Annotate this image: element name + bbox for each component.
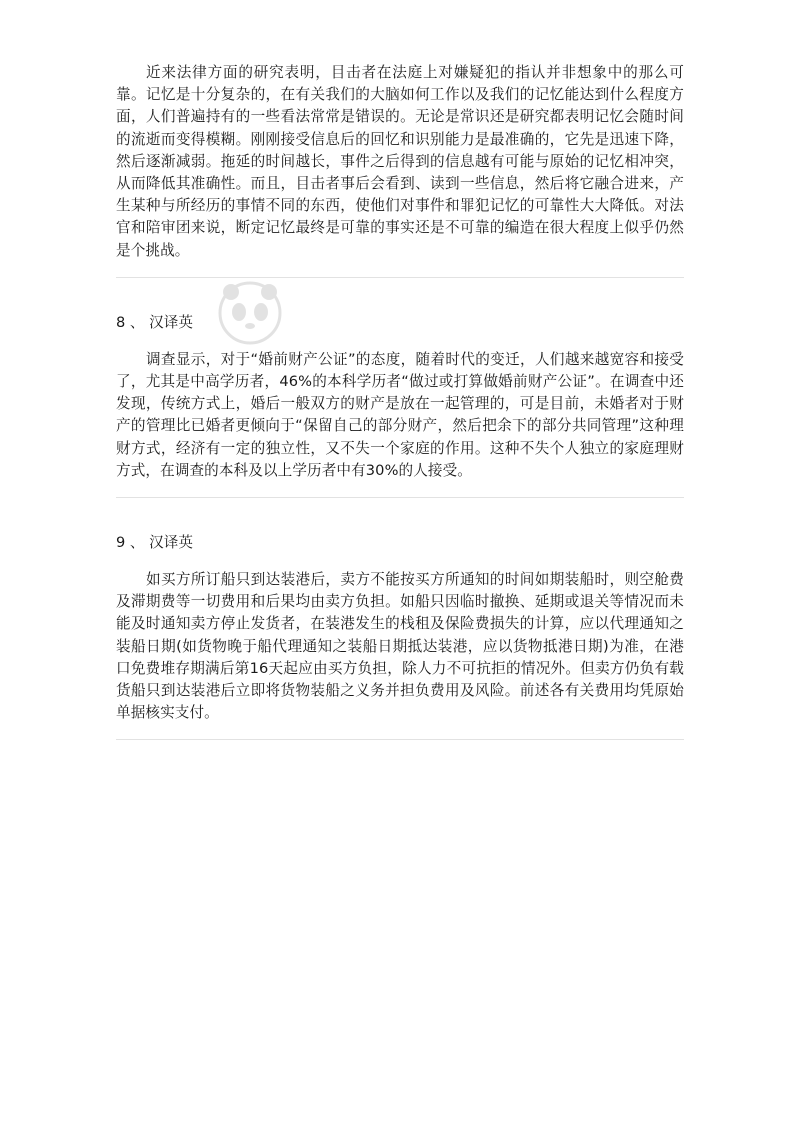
divider (116, 277, 684, 278)
document-body (116, 56, 684, 740)
section-9-paragraph: 如买方所订船只到达装港后，卖方不能按买方所通知的时间如期装船时，则空舱费及滞期费等一切费用和后果均由卖方负担。如船只因临时撤换、延期或退关等情况而未能及时通知卖方停止发货者，在装港发生的栈租及保险费损失的计算，应以代理通知之装船日期(如货物晚于船代理通知之装船日期抵达装港，应以货物抵港日期)为准，在港口免费堆存期满后第16天起应由买方负担，除人力不可抗拒的情况外。但卖方仍负有载货船只到达装港后立即将货物装船之义务并担负费用及风险。前述各有关费用均凭原始单据核实支付。 (116, 571, 684, 722)
section-9-heading: 9 、 汉译英 (116, 534, 193, 552)
section-9 (116, 532, 684, 724)
section-memory-passage (116, 56, 684, 262)
divider (116, 497, 684, 498)
section-8 (116, 312, 684, 482)
section-8-paragraph: 调查显示，对于“婚前财产公证”的态度，随着时代的变迁，人们越来越宽容和接受了，尤其是中高学历者，46%的本科学历者“做过或打算做婚前财产公证”。在调查中还发现，传统方式上，婚后一般双方的财产是放在一起管理的，可是目前，未婚者对于财产的管理比已婚者更倾向于“保留自己的部分财产，然后把余下的部分共同管理”这种理财方式，经济有一定的独立性，又不失一个家庭的作用。这种不失个人独立的家庭理财方式，在调查的本科及以上学历者中有30%的人接受。 (116, 350, 684, 479)
divider (116, 739, 684, 740)
section-8-heading: 8 、 汉译英 (116, 313, 193, 331)
paragraph-memory-passage: 近来法律方面的研究表明，目击者在法庭上对嫌疑犯的指认并非想象中的那么可靠。记忆是十分复杂的，在有关我们的大脑如何工作以及我们的记忆能达到什么程度方面，人们普遍持有的一些看法常常是错误的。无论是常识还是研究都表明记忆会随时间的流逝而变得模糊。刚刚接受信息后的回忆和识别能力是最准确的，它先是迅速下降，然后逐渐减弱。拖延的时间越长，事件之后得到的信息越有可能与原始的记忆相冲突，从而降低其准确性。而且，目击者事后会看到、读到一些信息，然后将它融合进来，产生某种与所经历的事情不同的东西，使他们对事件和罪犯记忆的可靠性大大降低。对法官和陪审团来说，断定记忆最终是可靠的事实还是不可靠的编造在很大程度上似乎仍然是个挑战。 (116, 64, 684, 259)
